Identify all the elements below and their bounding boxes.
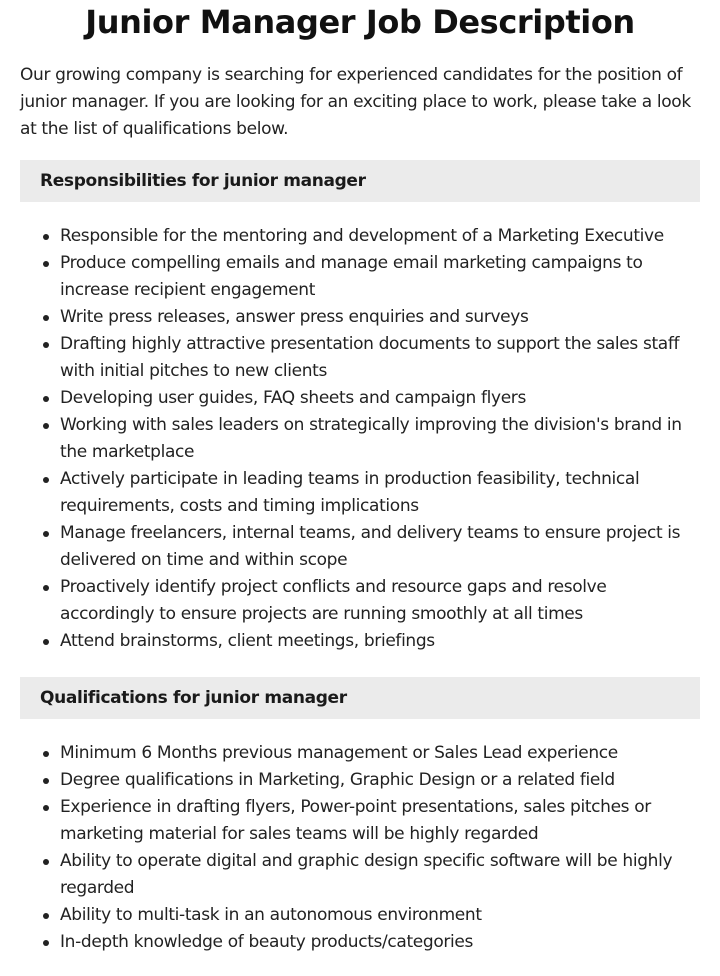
list-item: Actively participate in leading teams in production feasibility, technical requirements, costs and timing implications [60, 466, 700, 520]
list-item: Ability to operate digital and graphic design specific software will be highly regarded [60, 848, 700, 902]
list-item: In-depth knowledge of beauty products/categories [60, 929, 700, 956]
list-item: Manage freelancers, internal teams, and delivery teams to ensure project is delivered on time and within scope [60, 520, 700, 574]
list-item: Drafting highly attractive presentation documents to support the sales staff with initial pitches to new clients [60, 331, 700, 385]
list-item: Attend brainstorms, client meetings, briefings [60, 628, 700, 655]
list-item: Degree qualifications in Marketing, Graphic Design or a related field [60, 767, 700, 794]
qualifications-list [20, 740, 700, 956]
page-title: Junior Manager Job Description [85, 3, 635, 41]
list-item: Experience in drafting flyers, Power-point presentations, sales pitches or marketing material for sales teams will be highly regarded [60, 794, 700, 848]
qualifications-heading: Qualifications for junior manager [20, 677, 700, 719]
list-item: Write press releases, answer press enquiries and surveys [60, 304, 700, 331]
list-item: Working with sales leaders on strategically improving the division's brand in the marketplace [60, 412, 700, 466]
list-item: Produce compelling emails and manage email marketing campaigns to increase recipient engagement [60, 250, 700, 304]
list-item: Minimum 6 Months previous management or Sales Lead experience [60, 740, 700, 767]
list-item: Ability to multi-task in an autonomous environment [60, 902, 700, 929]
list-item: Developing user guides, FAQ sheets and campaign flyers [60, 385, 700, 412]
list-item: Responsible for the mentoring and development of a Marketing Executive [60, 223, 700, 250]
intro-paragraph: Our growing company is searching for experienced candidates for the position of junior manager. If you are looking for an exciting place to work, please take a look at the list of qualifications below. [20, 65, 691, 139]
responsibilities-heading: Responsibilities for junior manager [20, 160, 700, 202]
responsibilities-list [20, 223, 700, 655]
list-item: Proactively identify project conflicts and resource gaps and resolve accordingly to ensure projects are running smoothly at all times [60, 574, 700, 628]
